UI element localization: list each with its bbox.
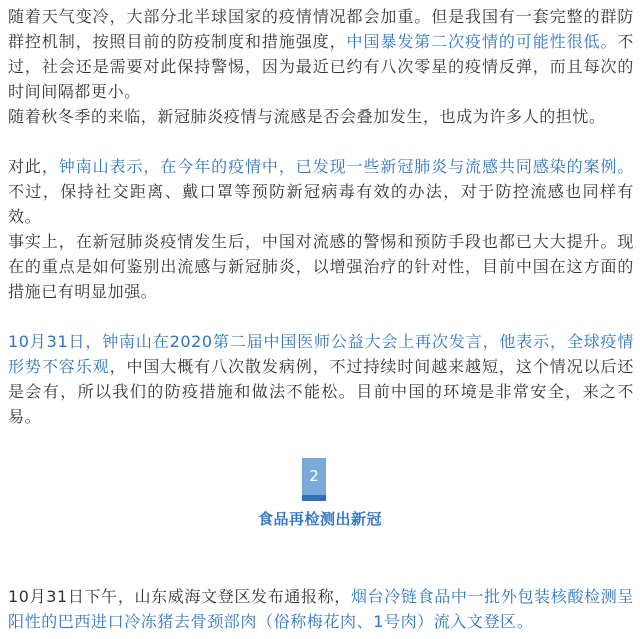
paragraph-4 — [8, 229, 634, 304]
paragraph-1-text-b: 不过，社会还是需要对此保持警惕，因为最近已约有八次零星的疫情反弹，而且每次的时间间隔都更小。 — [8, 32, 634, 101]
paragraph-6-text: 10月31日下午，山东威海文登区发布通报称， — [8, 587, 351, 606]
paragraph-5 — [8, 329, 634, 429]
paragraph-3 — [8, 154, 634, 229]
paragraph-1 — [8, 4, 634, 104]
paragraph-6 — [8, 584, 634, 634]
section-title: 食品再检测出新冠 — [257, 510, 382, 528]
paragraph-3-highlight: 钟南山表示，在今年的疫情中，已发现一些新冠肺炎与流感共同感染的案例。 — [58, 157, 634, 176]
paragraph-6-highlight: 烟台冷链食品中一批外包装核酸检测呈阳性的巴西进口冷冻猪去骨颈部肉（俗称梅花肉、1号肉）流入文登区。 — [8, 587, 635, 631]
paragraph-2 — [8, 104, 634, 129]
paragraph-1-text-a: 随着天气变冷，大部分北半球国家的疫情情况都会加重。但是我国有一套完整的群防群控机制，按照目前的防疫制度和措施强度， — [8, 7, 634, 51]
paragraph-5-text: ，中国大概有八次散发病例，不过持续时间越来越短，这个情况以后还是会有，所以我们的防疫措施和做法不能松。目前中国的环境是非常安全，来之不易。 — [8, 357, 634, 426]
paragraph-1-highlight: 中国暴发第二次疫情的可能性很低。 — [346, 32, 618, 51]
paragraph-5-highlight: 10月31日，钟南山在2020第二届中国医师公益大会上再次发言，他表示，全球疫情形势不容乐观 — [8, 332, 634, 376]
paragraph-4-text: 事实上，在新冠肺炎疫情发生后，中国对流感的警惕和预防手段也都已大大提升。现在的重点是如何鉴别出流感与新冠肺炎，以增强治疗的针对性，目前中国在这方面的措施已有明显加强。 — [8, 232, 634, 301]
paragraph-2-text: 随着秋冬季的来临，新冠肺炎疫情与流感是否会叠加发生，也成为许多人的担忧。 — [8, 107, 606, 126]
paragraph-3-text-b: 不过，保持社交距离、戴口罩等预防新冠病毒有效的办法，对于防控流感也同样有效。 — [8, 182, 634, 226]
paragraph-3-text-a: 对此， — [8, 157, 59, 176]
section-number-badge: 2 — [302, 458, 326, 501]
